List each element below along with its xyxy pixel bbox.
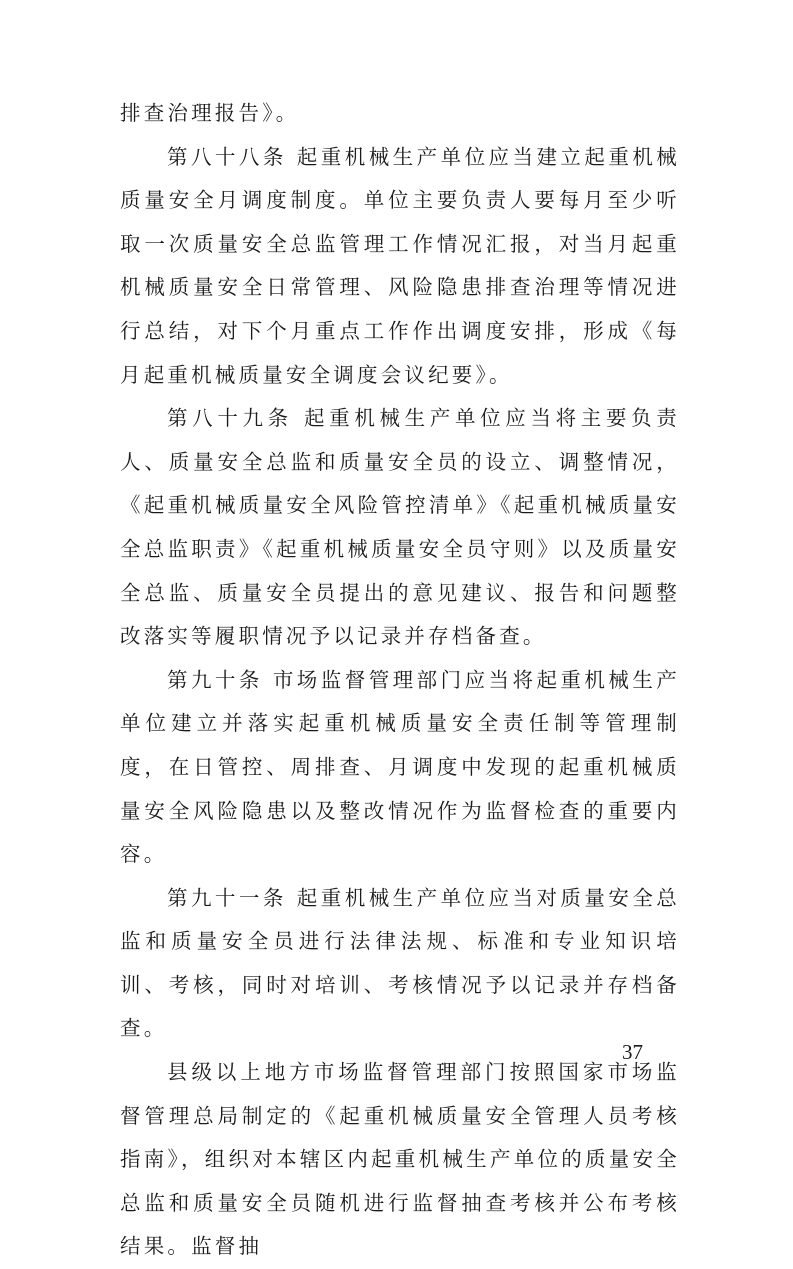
paragraph-article-88: 第八十八条 起重机械生产单位应当建立起重机械质量安全月调度制度。单位主要负责人要每月至少听取一次质量安全总监管理工作情况汇报，对当月起重机械质量安全日常管理、风险隐患排查治理等情况进行总结，对下个月重点工作作出调度安排，形成《每月起重机械质量安全调度会议纪要》。 (120, 144, 680, 387)
paragraph-article-89: 第八十九条 起重机械生产单位应当将主要负责人、质量安全总监和质量安全员的设立、调整情况，《起重机械质量安全风险管控清单》《起重机械质量安全总监职责》《起重机械质量安全员守则》以及质量安全总监、质量安全员提出的意见建议、报告和问题整改落实等履职情况予以记录并存档备查。 (120, 406, 680, 649)
document-body (120, 92, 680, 1269)
paragraph-continuation: 排查治理报告》。 (120, 101, 300, 125)
paragraph-article-90: 第九十条 市场监督管理部门应当将起重机械生产单位建立并落实起重机械质量安全责任制等管理制度，在日管控、周排查、月调度中发现的起重机械质量安全风险隐患以及整改情况作为监督检查的重要内容。 (120, 667, 680, 867)
paragraph-county-level: 县级以上地方市场监督管理部门按照国家市场监督管理总局制定的《起重机械质量安全管理人员考核指南》，组织对本辖区内起重机械生产单位的质量安全总监和质量安全员随机进行监督抽查考核并公布考核结果。监督抽 (120, 1060, 680, 1259)
page-number: 37 (622, 1040, 643, 1064)
paragraph-article-91: 第九十一条 起重机械生产单位应当对质量安全总监和质量安全员进行法律法规、标准和专业知识培训、考核，同时对培训、考核情况予以记录并存档备查。 (120, 885, 680, 1041)
